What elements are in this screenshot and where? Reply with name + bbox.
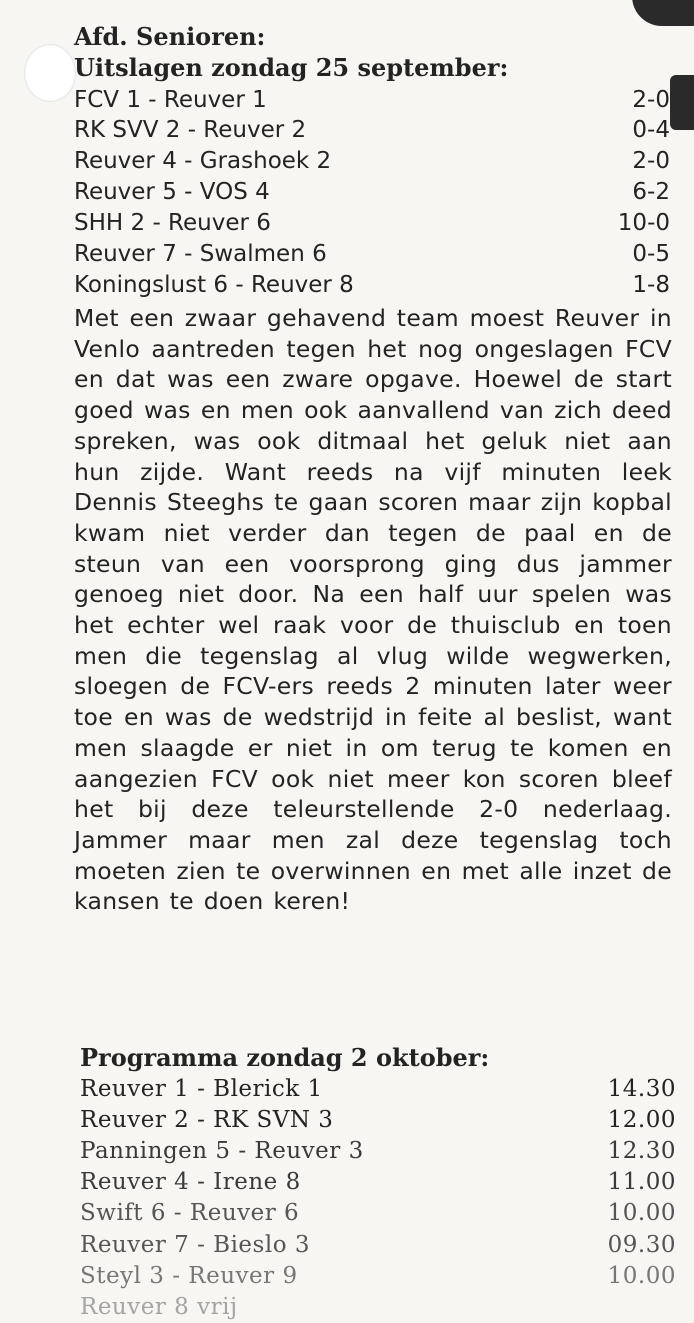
program-row (80, 1074, 676, 1105)
result-match: FCV 1 - Reuver 1 (74, 87, 267, 113)
result-score: 0-4 (632, 117, 670, 143)
program-row (80, 1292, 676, 1323)
program-match: Panningen 5 - Reuver 3 (80, 1138, 364, 1164)
results-heading: Uitslagen zondag 25 september: (74, 53, 509, 82)
program-row (80, 1105, 676, 1136)
result-match: SHH 2 - Reuver 6 (74, 210, 271, 236)
result-match: RK SVV 2 - Reuver 2 (74, 117, 307, 143)
program-row (80, 1198, 676, 1229)
result-row (74, 270, 670, 301)
result-score: 1-8 (632, 272, 670, 298)
program-time: 14.30 (607, 1076, 676, 1102)
section-title: Afd. Senioren: (74, 22, 266, 51)
program-match: Reuver 2 - RK SVN 3 (80, 1107, 334, 1133)
result-row (74, 115, 670, 146)
result-score: 2-0 (632, 87, 670, 113)
result-row (74, 146, 670, 177)
program-time: 11.00 (607, 1169, 676, 1195)
program-row (80, 1136, 676, 1167)
program-match: Reuver 1 - Blerick 1 (80, 1076, 323, 1102)
program-row (80, 1230, 676, 1261)
program-match: Reuver 8 vrij (80, 1294, 238, 1320)
result-score: 10-0 (617, 210, 670, 236)
program-match: Reuver 7 - Bieslo 3 (80, 1232, 310, 1258)
result-score: 2-0 (632, 148, 670, 174)
result-match: Reuver 5 - VOS 4 (74, 179, 270, 205)
match-report: Met een zwaar gehavend team moest Reuver in Venlo aantreden tegen het nog ongeslagen FCV en dat was een zware opgave. Hoewel de start goed was en men ook aanvallend van zich deed spreken, was ook ditmaal het geluk niet aan hun zijde. Want reeds na vijf minuten leek Dennis Steeghs te gaan scoren maar zijn kopbal kwam niet verder dan tegen de paal en de steun van een voorsprong ging dus jammer genoeg niet door. Na een half uur spelen was het echter wel raak voor de thuisclub en toen men die tegenslag al vlug wilde wegwerken, sloegen de FCV-ers reeds 2 minuten later weer toe en was de wedstrijd in feite al beslist, want men slaagde er niet in om terug te komen en aangezien FCV ook niet meer kon scoren bleef het bij deze teleurstellende 2-0 nederlaag. Jammer maar men zal deze tegenslag toch moeten zien te overwinnen en met alle inzet de kansen te doen keren! (74, 304, 672, 916)
bleed-through-mark-right (670, 75, 694, 130)
program-match: Swift 6 - Reuver 6 (80, 1200, 300, 1226)
result-row (74, 208, 670, 239)
program-time: 12.00 (607, 1107, 676, 1133)
program-match: Steyl 3 - Reuver 9 (80, 1263, 298, 1289)
program-time: 10.00 (607, 1263, 676, 1289)
result-score: 0-5 (632, 241, 670, 267)
program-match: Reuver 4 - Irene 8 (80, 1169, 301, 1195)
program-time: 12.30 (607, 1138, 676, 1164)
result-row (74, 239, 670, 270)
program-time: 09.30 (607, 1232, 676, 1258)
program-heading: Programma zondag 2 oktober: (80, 1043, 490, 1072)
result-row (74, 177, 670, 208)
program-time: 10.00 (607, 1200, 676, 1226)
result-match: Reuver 4 - Grashoek 2 (74, 148, 332, 174)
program-row (80, 1167, 676, 1198)
bleed-through-mark-top (632, 0, 694, 26)
program-row (80, 1261, 676, 1292)
result-match: Koningslust 6 - Reuver 8 (74, 272, 354, 298)
result-row (74, 85, 670, 116)
result-score: 6-2 (632, 179, 670, 205)
punch-hole (24, 44, 76, 102)
result-match: Reuver 7 - Swalmen 6 (74, 241, 327, 267)
